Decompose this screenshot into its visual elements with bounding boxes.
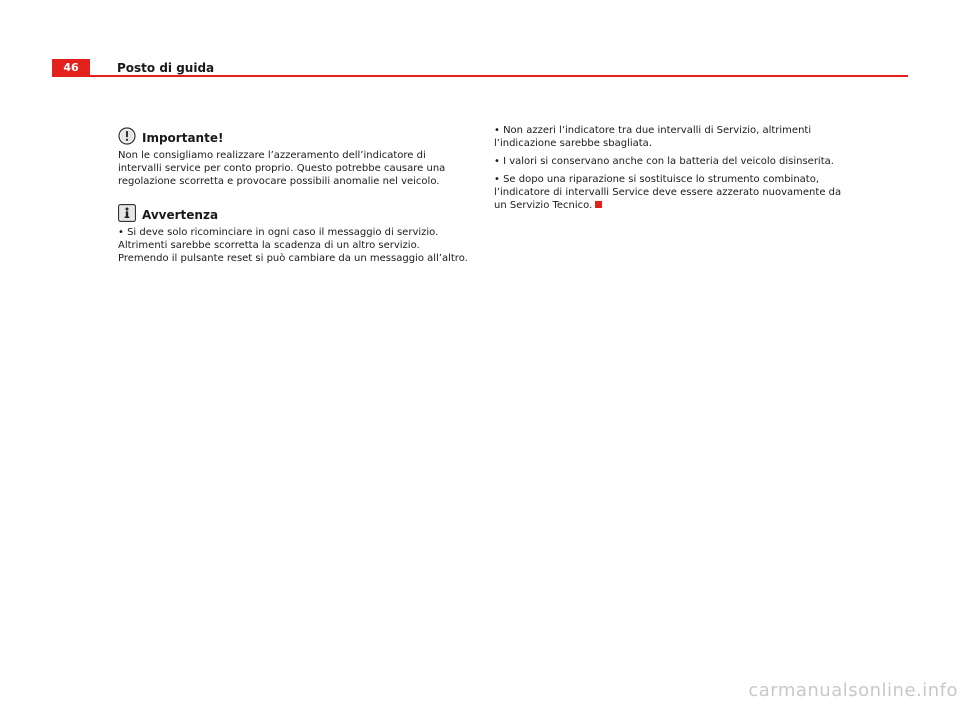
advice-note [118, 202, 468, 265]
page-number: 46 [52, 59, 90, 77]
paragraph-replacement-text: • Se dopo una riparazione si sostituisce lo strumento combinato, l’indicatore di intervalli Service deve essere azzerato nuovamente da un Servizio Tecnico. [494, 174, 842, 211]
left-column [118, 125, 468, 265]
page-header [52, 59, 908, 77]
advice-title: Avvertenza [142, 208, 219, 222]
paragraph-replacement [494, 173, 854, 212]
important-note [118, 125, 468, 188]
right-column [494, 124, 854, 217]
end-of-section-marker [595, 201, 602, 208]
important-heading [118, 125, 468, 145]
important-text: Non le consigliamo realizzare l’azzeramento dell’indicatore di intervalli service per conto proprio. Questo potrebbe causare una regolazione scorretta e provocare possibili anomalie nel veicolo. [118, 150, 446, 187]
advice-text: • Si deve solo ricominciare in ogni caso il messaggio di servizio. Altrimenti sarebbe scorretta la scadenza di un altro servizio. Premendo il pulsante reset si può cambiare da un messaggio all’altro. [118, 227, 468, 264]
watermark: carmanualsonline.info [748, 680, 958, 701]
advice-heading [118, 202, 468, 222]
paragraph-reset-warning: • Non azzeri l’indicatore tra due intervalli di Servizio, altrimenti l’indicazione sarebbe sbagliata. [494, 125, 812, 149]
section-title: Posto di guida [117, 61, 215, 75]
exclamation-circle-icon [118, 127, 136, 145]
important-title: Importante! [142, 131, 224, 145]
info-icon [118, 204, 136, 222]
paragraph-battery: • I valori si conservano anche con la batteria del veicolo disinserita. [494, 156, 834, 167]
header-divider [52, 75, 908, 77]
